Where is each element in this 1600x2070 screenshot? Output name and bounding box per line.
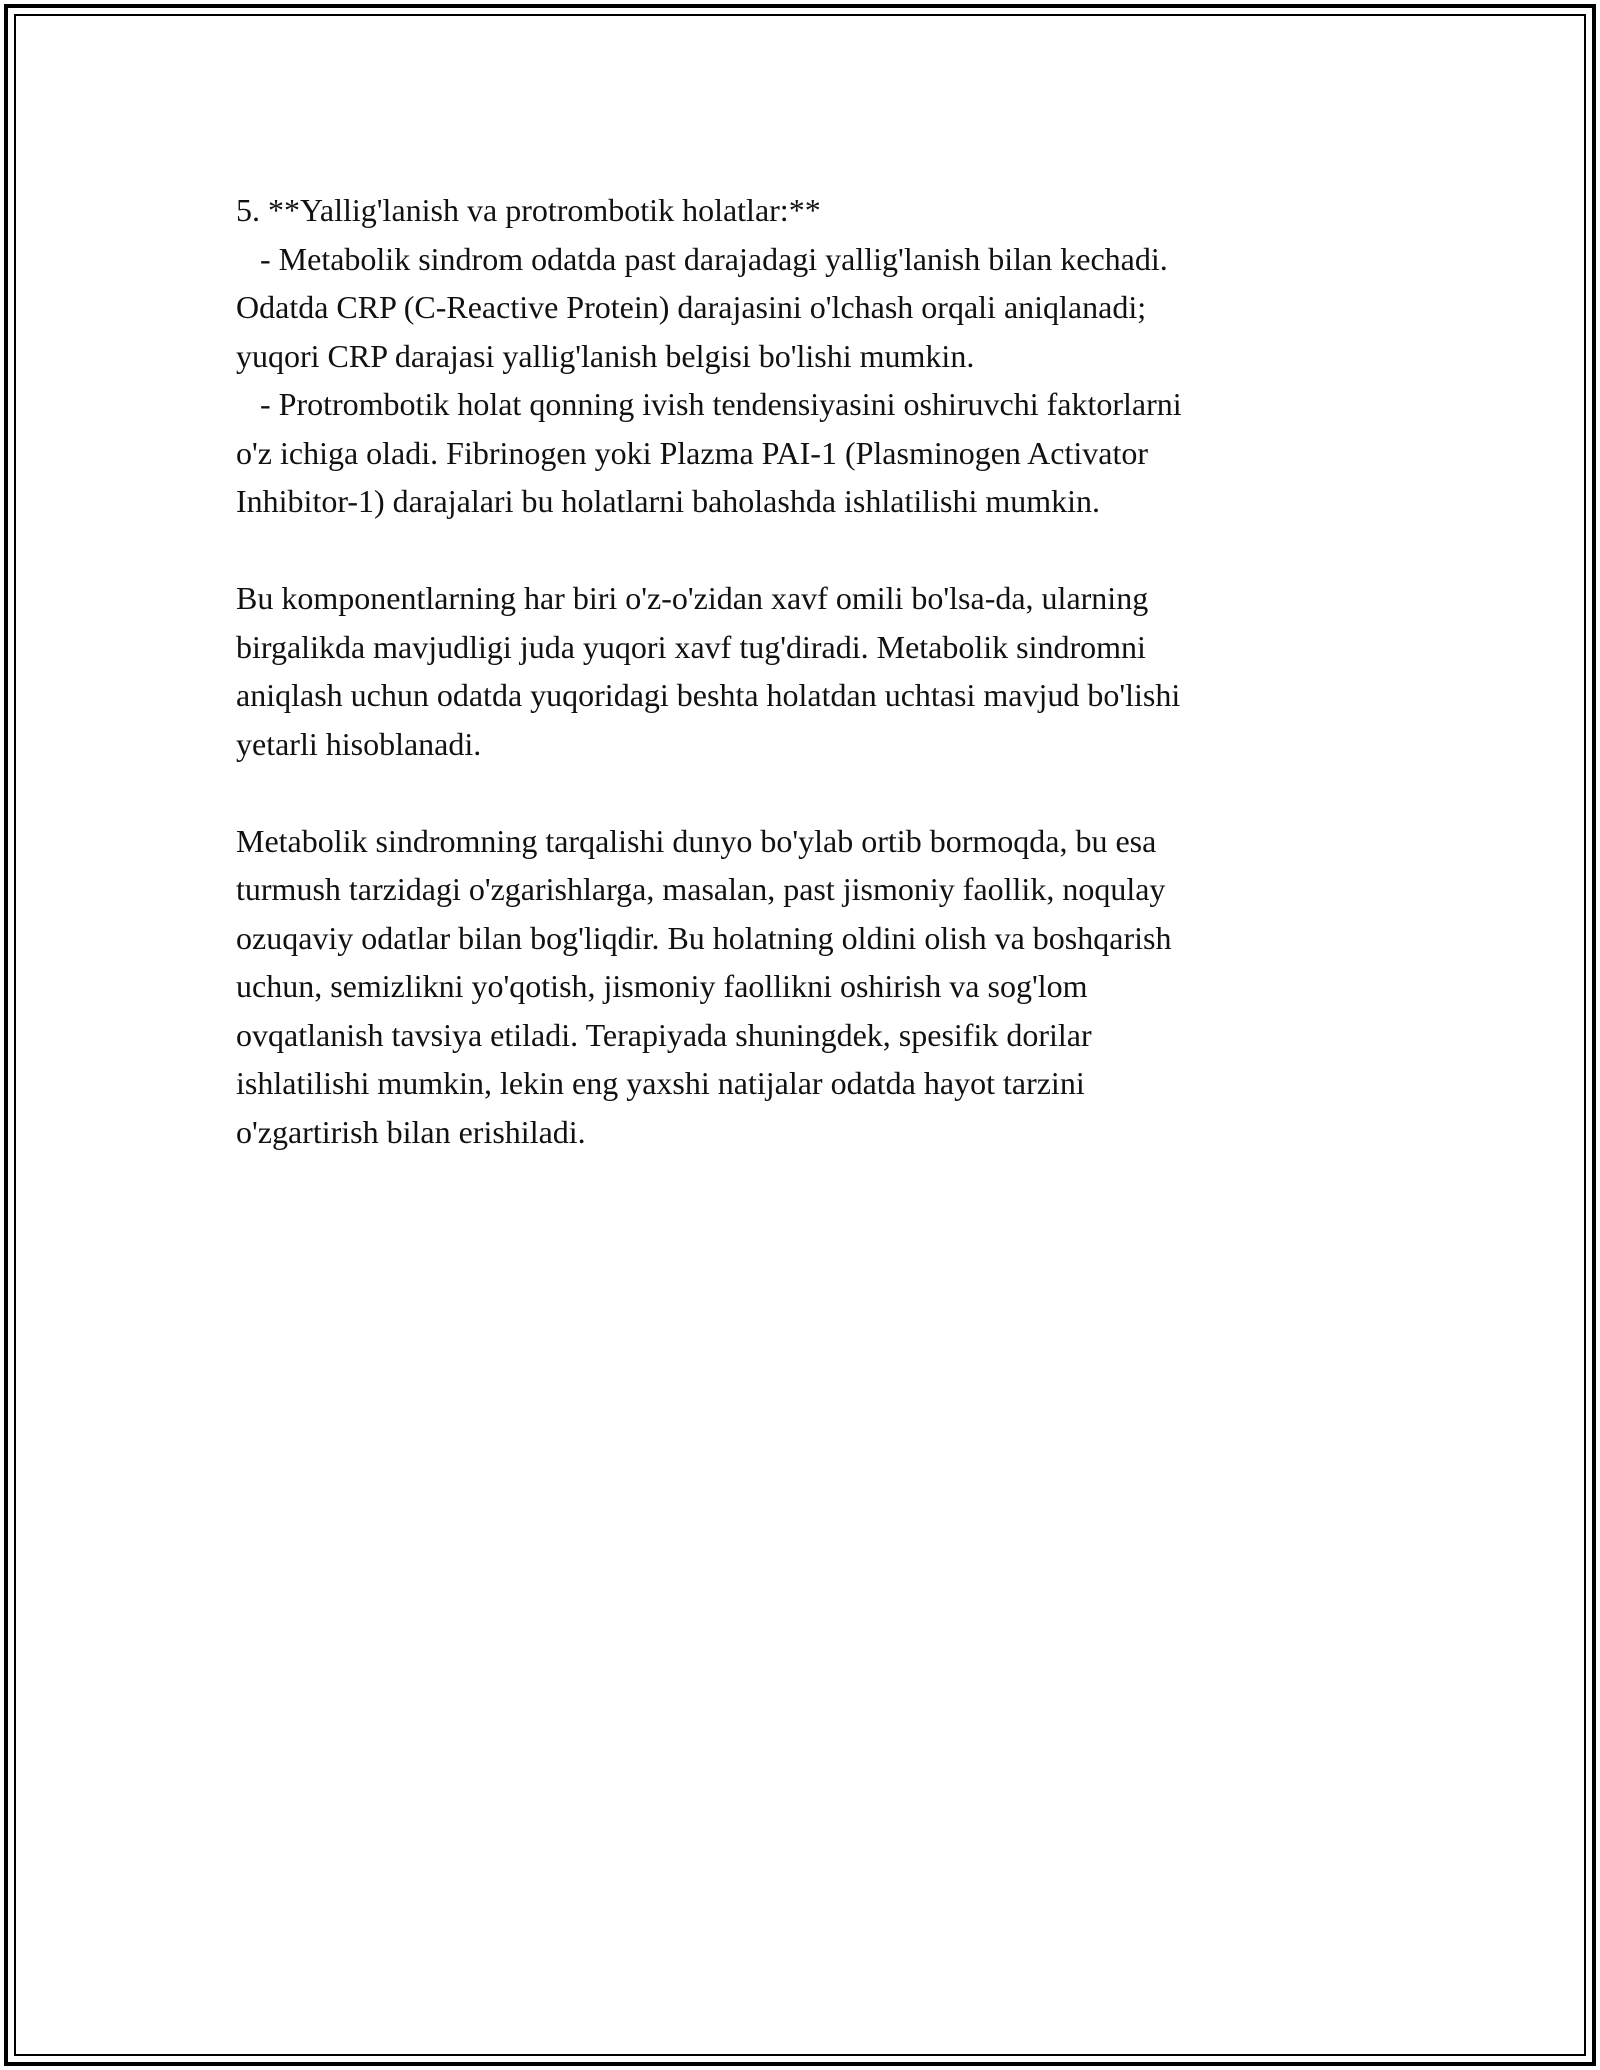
document-body [236, 186, 1366, 1156]
text-line: Bu komponentlarning har biri o'z-o'zidan xavf omili bo'lsa-da, ularning [236, 580, 1149, 616]
text-line: Inhibitor-1) darajalari bu holatlarni baholashda ishlatilishi mumkin. [236, 483, 1101, 519]
paragraph-gap [236, 768, 1366, 817]
text-line: birgalikda mavjudligi juda yuqori xavf tug'diradi. Metabolik sindromni [236, 628, 1146, 665]
section-heading: 5. **Yallig'lanish va protrombotik holatlar:** [236, 192, 821, 228]
section-5 [236, 186, 1366, 526]
text-line: ovqatlanish tavsiya etiladi. Terapiyada shuningdek, spesifik dorilar [236, 1016, 1092, 1053]
text-line: - Protrombotik holat qonning ivish tendensiyasini oshiruvchi faktorlarni [236, 386, 1182, 422]
paragraph-components-risk [236, 574, 1366, 768]
paragraph-gap [236, 526, 1366, 575]
text-line: aniqlash uchun odatda yuqoridagi beshta holatdan uchtasi mavjud bo'lishi [236, 677, 1181, 713]
text-line: uchun, semizlikni yo'qotish, jismoniy faollikni oshirish va sog'lom [236, 968, 1088, 1004]
text-line: o'zgartirish bilan erishiladi. [236, 1113, 586, 1150]
text-line: yetarli hisoblanadi. [236, 725, 482, 762]
text-line: - Metabolik sindrom odatda past darajadagi yallig'lanish bilan kechadi. [236, 240, 1168, 277]
bullet-prothrombotic [236, 380, 1366, 526]
text-line: ozuqaviy odatlar bilan bog'liqdir. Bu holatning oldini olish va boshqarish [236, 919, 1172, 956]
text-line: o'z ichiga oladi. Fibrinogen yoki Plazma PAI-1 (Plasminogen Activator [236, 434, 1148, 471]
text-line: yuqori CRP darajasi yallig'lanish belgisi bo'lishi mumkin. [236, 337, 975, 374]
text-line: ishlatilishi mumkin, lekin eng yaxshi natijalar odatda hayot tarzini [236, 1065, 1085, 1101]
text-line: Metabolik sindromning tarqalishi dunyo bo'ylab ortib bormoqda, bu esa [236, 822, 1157, 859]
text-line: Odatda CRP (C-Reactive Protein) darajasini o'lchash orqali aniqlanadi; [236, 289, 1147, 325]
bullet-crp [236, 235, 1366, 381]
paragraph-prevalence [236, 817, 1366, 1157]
text-line: turmush tarzidagi o'zgarishlarga, masalan, past jismoniy faollik, noqulay [236, 871, 1166, 907]
